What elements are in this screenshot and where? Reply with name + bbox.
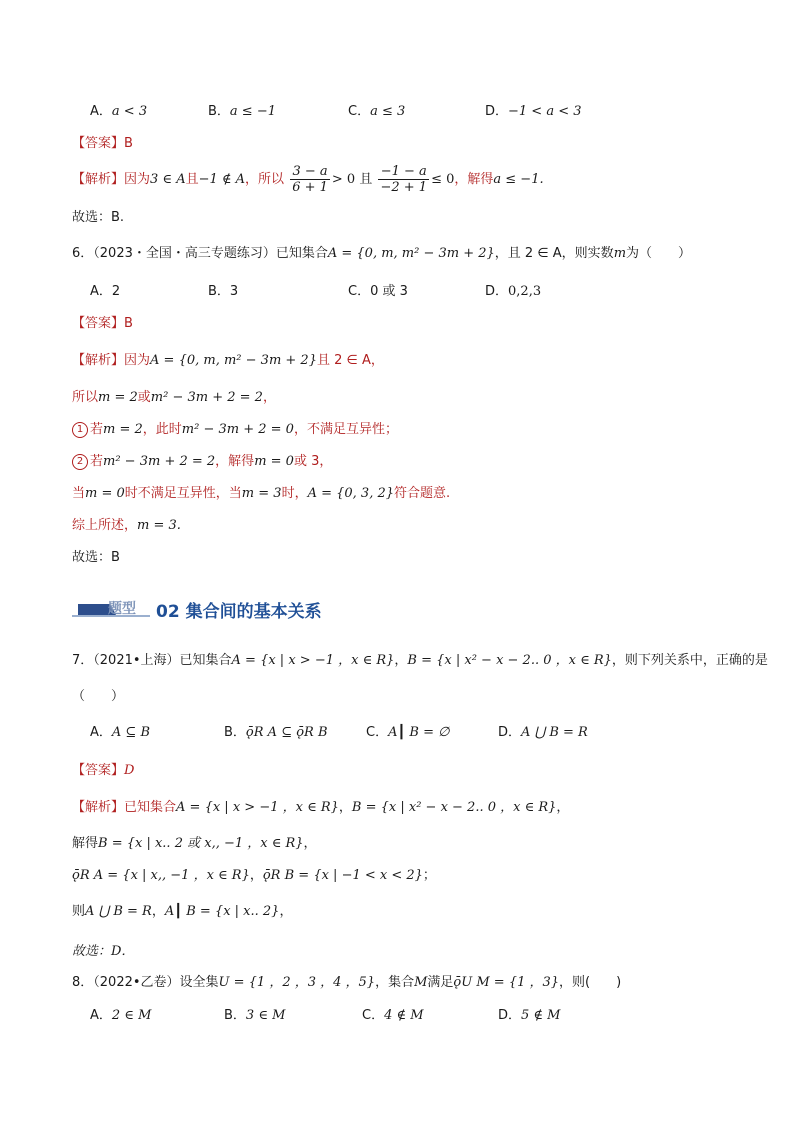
q6-option-d[interactable]: D．0,2,3 [485, 284, 542, 299]
q7-option-a[interactable]: A．A ⊆ B [90, 725, 151, 740]
circled-number-2-icon: 2 [72, 454, 88, 470]
q7-answer: 【答案】D [72, 763, 135, 778]
q6-analysis-line-6: 综上所述，m = 3. [72, 518, 181, 533]
q5-option-d[interactable]: D．−1 < a < 3 [485, 104, 582, 119]
q6-option-b[interactable]: B．3 [208, 284, 239, 299]
q7-analysis-line-1: 【解析】已知集合A = {x | x > −1 ，x ∈ R}，B = {x | x² − x − 2.. 0 ，x ∈ R}， [72, 800, 570, 815]
q6-analysis-line-2: 所以m = 2或m² − 3m + 2 = 2， [72, 390, 276, 405]
q7-analysis-line-3: ǭR A = {x | x,, −1 ，x ∈ R}，ǭR B = {x | −1 < x < 2}； [72, 868, 436, 883]
q8-option-a[interactable]: A．2 ∈ M [90, 1008, 152, 1023]
q6-option-c[interactable]: C．0 或 3 [348, 284, 408, 299]
q7-option-c[interactable]: C．A┃ B = ∅ [366, 725, 450, 740]
q8-options [0, 1006, 794, 1026]
q7-analysis-line-4: 则A ⋃ B = R，A┃ B = {x | x.. 2}， [72, 904, 293, 919]
q5-analysis: 【解析】因为3 ∈ A且−1 ∉ A，所以 $\frac{3 - a}{6 + 1}$ > 0 且 $\frac{-1 - a}{-2 + 1}$ ≤ 0，解得a ≤ −1. [72, 164, 544, 195]
q6-case-1: 1 若m = 2，此时m² − 3m + 2 = 0，不满足互异性； [72, 420, 398, 440]
q6-option-a[interactable]: A．2 [90, 284, 121, 299]
q5-fraction-2: $\frac{-1 - a}{-2 + 1}$ [380, 164, 428, 195]
section-title: 02 集合间的基本关系 [156, 602, 322, 622]
q7-option-d[interactable]: D．A ⋃ B = R [498, 725, 588, 740]
q6-case-2: 2 若m² − 3m + 2 = 2，解得m = 0或 3， [72, 452, 332, 472]
q7-stem-paren: （ ） [72, 689, 125, 704]
q6-options [0, 282, 794, 302]
section-label: 题型 [108, 601, 136, 617]
q5-option-b[interactable]: B．a ≤ −1 [208, 104, 276, 119]
q5-conclusion: 故选：B. [72, 210, 125, 225]
q5-options [0, 102, 794, 122]
q6-answer: 【答案】B [72, 316, 133, 331]
q8-stem: 8．（2022•乙卷）设全集U = {1 ，2 ，3 ，4 ，5}，集合M满足ǭU M = {1 ，3}，则( ) [72, 975, 622, 990]
q6-stem: 6．（2023・全国・高三专题练习）已知集合A = {0, m, m² − 3m + 2}，且 2 ∈ A，则实数m为（ ） [72, 246, 692, 261]
q7-stem: 7．（2021•上海）已知集合A = {x | x > −1 ，x ∈ R}，B = {x | x² − x − 2.. 0 ，x ∈ R}，则下列关系中，正确的是 [72, 653, 768, 668]
q7-options [0, 723, 794, 743]
q7-analysis-line-2: 解得B = {x | x.. 2 或 x,, −1 ，x ∈ R}， [72, 836, 317, 851]
q6-analysis-line-5: 当m = 0时不满足互异性，当m = 3时，A = {0, 3, 2}符合题意. [72, 486, 451, 501]
circled-number-1-icon: 1 [72, 422, 88, 438]
q5-fraction-1: $\frac{3 - a}{6 + 1}$ [292, 164, 328, 195]
q7-option-b[interactable]: B．ǭR A ⊆ ǭR B [224, 725, 328, 740]
q5-option-a[interactable]: A．a < 3 [90, 104, 148, 119]
q8-option-d[interactable]: D．5 ∉ M [498, 1008, 561, 1023]
q8-option-b[interactable]: B．3 ∈ M [224, 1008, 286, 1023]
q5-option-c[interactable]: C．a ≤ 3 [348, 104, 406, 119]
q6-analysis-line-1: 【解析】因为A = {0, m, m² − 3m + 2}且 2 ∈ A， [72, 353, 384, 368]
q8-option-c[interactable]: C．4 ∉ M [362, 1008, 424, 1023]
q5-answer: 【答案】B [72, 136, 133, 151]
q7-conclusion: 故选：D． [72, 944, 135, 959]
q6-conclusion: 故选：B [72, 550, 120, 565]
